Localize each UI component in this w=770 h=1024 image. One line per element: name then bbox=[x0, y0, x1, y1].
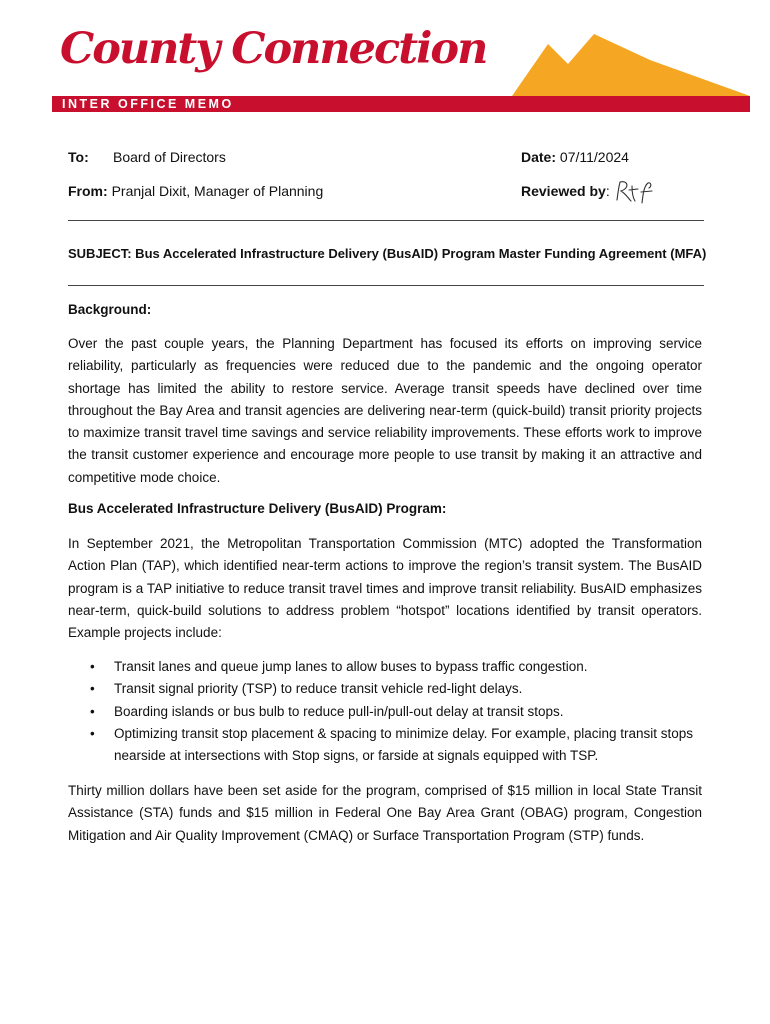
header-divider bbox=[68, 220, 704, 221]
list-item bbox=[68, 656, 702, 678]
list-item-text: Transit signal priority (TSP) to reduce transit vehicle red-light delays. bbox=[114, 681, 523, 697]
example-projects-list bbox=[68, 656, 702, 767]
from-field bbox=[68, 182, 323, 200]
date-field bbox=[521, 148, 629, 166]
list-item-text: Boarding islands or bus bulb to reduce pull-in/pull-out delay at transit stops. bbox=[114, 703, 564, 719]
background-heading: Background: bbox=[68, 302, 152, 317]
date-label: Date: bbox=[521, 149, 557, 165]
funding-paragraph: Thirty million dollars have been set aside for the program, comprised of $15 million in local State Transit Assistance (STA) funds and $15 million in Federal One Bay Area Grant (OBAG) program, Congestion Mitigation and Air Quality Improvement (CMAQ) or Surface Transportation Program (STP) funds. bbox=[68, 783, 702, 843]
from-value: Pranjal Dixit, Manager of Planning bbox=[111, 183, 324, 199]
mountain-logo-graphic bbox=[450, 30, 750, 96]
from-label: From: bbox=[68, 183, 108, 199]
list-item bbox=[68, 678, 702, 700]
date-value: 07/11/2024 bbox=[559, 149, 629, 165]
subject-line: SUBJECT: Bus Accelerated Infrastructure Delivery (BusAID) Program Master Funding Agreement (MFA) bbox=[68, 246, 707, 261]
bullet-icon: • bbox=[90, 659, 95, 674]
inter-office-memo-bar bbox=[52, 96, 750, 112]
to-value: Board of Directors bbox=[113, 149, 226, 165]
program-heading: Bus Accelerated Infrastructure Delivery (BusAID) Program: bbox=[68, 501, 447, 516]
list-item bbox=[68, 701, 702, 723]
background-paragraph: Over the past couple years, the Planning Department has focused its efforts on improving service reliability, particularly as frequencies were reduced due to the pandemic and the ongoing operator shortage has limited the ability to restore service. Average transit speeds have declined over time throughout the Bay Area and transit agencies are delivering near-term (quick-build) transit priority projects to maximize transit travel time savings and service reliability improvements. These efforts work to improve the transit customer experience and encourage more people to use transit by making it an attractive and competitive mode choice. bbox=[68, 336, 702, 485]
program-intro-paragraph: In September 2021, the Metropolitan Transportation Commission (MTC) adopted the Transformation Action Plan (TAP), which identified near-term actions to improve the region’s transit system. The BusAID program is a TAP initiative to reduce transit travel times and improve transit reliability. BusAID emphasizes near-term, quick-build solutions to address problem “hotspot” locations identified by transit operators. Example projects include: bbox=[68, 536, 702, 641]
reviewed-field bbox=[521, 182, 610, 200]
county-connection-logo: County Connection bbox=[60, 24, 487, 74]
bullet-icon: • bbox=[90, 703, 95, 719]
memo-bar-label: INTER OFFICE MEMO bbox=[62, 97, 234, 111]
to-field bbox=[68, 148, 89, 166]
subject-divider bbox=[68, 285, 704, 286]
reviewed-colon: : bbox=[605, 183, 610, 199]
bullet-icon: • bbox=[90, 725, 95, 741]
list-item-text: Transit lanes and queue jump lanes to allow buses to bypass traffic congestion. bbox=[114, 659, 588, 674]
reviewed-label: Reviewed by bbox=[521, 183, 606, 199]
list-item bbox=[68, 723, 702, 768]
list-item-text: Optimizing transit stop placement & spacing to minimize delay. For example, placing transit stops nearside at intersections with Stop signs, or farside at signals equipped with TSP. bbox=[114, 725, 694, 764]
reviewer-signature bbox=[614, 178, 656, 206]
to-label: To: bbox=[68, 149, 89, 165]
bullet-icon: • bbox=[90, 681, 95, 697]
